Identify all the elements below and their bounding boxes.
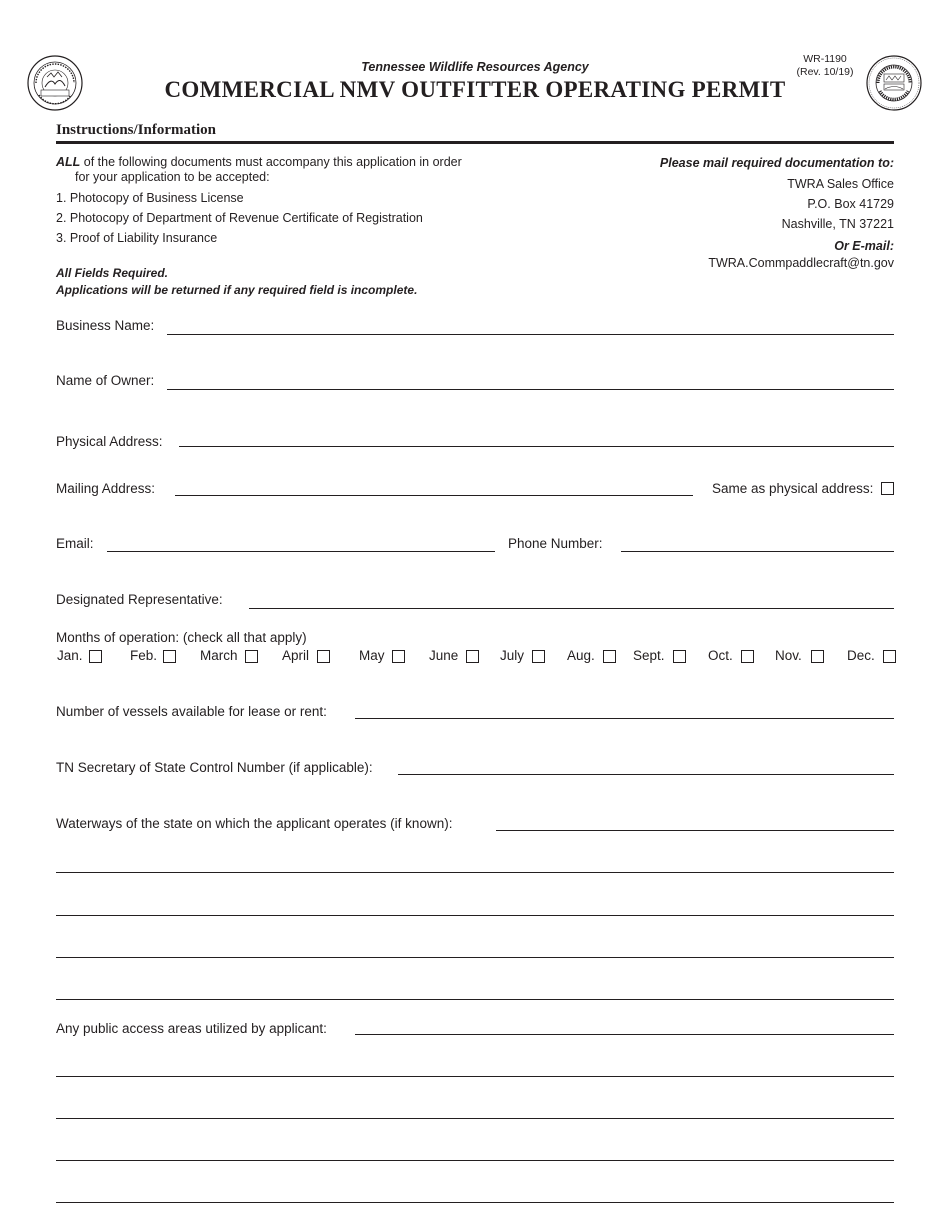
month-label: March [200,648,238,663]
month-label: Aug. [567,648,595,663]
waterways-line-3[interactable] [56,915,894,916]
required-notice-line2: Applications will be returned if any required field is incomplete. [56,283,418,297]
month-label: April [282,648,310,663]
month-checkbox-nov[interactable] [811,650,824,663]
mail-po-box: P.O. Box 41729 [807,197,894,211]
same-address-label: Same as physical address: [712,481,874,496]
sos-number-label: TN Secretary of State Control Number (if applicable): [56,760,373,775]
month-label: Dec. [847,648,875,663]
vessels-field[interactable] [355,718,894,719]
instructions-intro [56,155,516,185]
waterways-field[interactable] [496,830,894,831]
month-option-nov [775,648,802,663]
required-document-3: 3. Proof of Liability Insurance [56,231,218,245]
public-access-line-2[interactable] [56,1076,894,1077]
vessels-label: Number of vessels available for lease or rent: [56,704,327,719]
physical-address-label: Physical Address: [56,434,163,449]
month-label: Nov. [775,648,802,663]
public-access-line-5[interactable] [56,1202,894,1203]
required-notice [56,265,417,299]
agency-name: Tennessee Wildlife Resources Agency [361,60,589,74]
month-option-april [282,648,309,663]
intro-emphasis: ALL [56,155,81,169]
month-option-march [200,648,238,663]
month-option-jan [57,648,83,663]
month-option-sept [633,648,665,663]
intro-text-line2: for your application to be accepted: [75,170,270,184]
email-heading: Or E-mail: [834,239,894,253]
month-option-oct [708,648,733,663]
month-checkbox-april[interactable] [317,650,330,663]
month-option-dec [847,648,875,663]
month-label: Jan. [57,648,83,663]
same-address-checkbox[interactable] [881,482,894,495]
required-notice-line1: All Fields Required. [56,266,169,280]
email-field[interactable] [107,551,495,552]
business-name-label: Business Name: [56,318,155,333]
required-document-1: 1. Photocopy of Business License [56,191,244,205]
mail-heading: Please mail required documentation to: [659,156,894,170]
waterways-line-5[interactable] [56,999,894,1000]
month-label: Oct. [708,648,733,663]
month-checkbox-july[interactable] [532,650,545,663]
section-divider [56,141,894,144]
month-checkbox-may[interactable] [392,650,405,663]
owner-name-label: Name of Owner: [56,373,155,388]
month-checkbox-jan[interactable] [89,650,102,663]
month-label: June [429,648,459,663]
month-label: Sept. [633,648,665,663]
month-option-aug [567,648,595,663]
month-option-may [359,648,385,663]
month-label: Feb. [130,648,158,663]
mail-office: TWRA Sales Office [787,177,894,191]
month-checkbox-feb[interactable] [163,650,176,663]
sos-number-field[interactable] [398,774,894,775]
waterways-label: Waterways of the state on which the applicant operates (if known): [56,816,453,831]
required-document-2: 2. Photocopy of Department of Revenue Certificate of Registration [56,211,423,225]
intro-text: of the following documents must accompany this application in order [80,155,462,169]
business-name-field[interactable] [167,334,894,335]
mail-city: Nashville, TN 37221 [781,217,894,231]
month-option-july [500,648,524,663]
email-label: Email: [56,536,94,551]
public-access-label: Any public access areas utilized by applicant: [56,1021,327,1036]
month-checkbox-june[interactable] [466,650,479,663]
phone-label: Phone Number: [508,536,603,551]
form-number [780,53,870,79]
form-revision: (Rev. 10/19) [796,66,854,78]
month-label: July [500,648,525,663]
month-checkbox-aug[interactable] [603,650,616,663]
form-title: COMMERCIAL NMV OUTFITTER OPERATING PERMIT [164,77,786,102]
public-access-line-4[interactable] [56,1160,894,1161]
physical-address-field[interactable] [179,446,894,447]
waterways-line-2[interactable] [56,872,894,873]
month-checkbox-oct[interactable] [741,650,754,663]
representative-label: Designated Representative: [56,592,223,607]
months-label: Months of operation: (check all that apply) [56,630,307,645]
month-option-june [429,648,458,663]
waterways-line-4[interactable] [56,957,894,958]
month-checkbox-dec[interactable] [883,650,896,663]
month-checkbox-march[interactable] [245,650,258,663]
phone-field[interactable] [621,551,894,552]
representative-field[interactable] [249,608,894,609]
section-title: Instructions/Information [56,122,217,138]
owner-name-field[interactable] [167,389,894,390]
month-checkbox-sept[interactable] [673,650,686,663]
month-label: May [359,648,385,663]
mailing-address-label: Mailing Address: [56,481,156,496]
mailing-address-field[interactable] [175,495,693,496]
public-access-field[interactable] [355,1034,894,1035]
public-access-line-3[interactable] [56,1118,894,1119]
form-number-code: WR-1190 [803,53,847,65]
contact-email: TWRA.Commpaddlecraft@tn.gov [708,256,894,270]
month-option-feb [130,648,157,663]
